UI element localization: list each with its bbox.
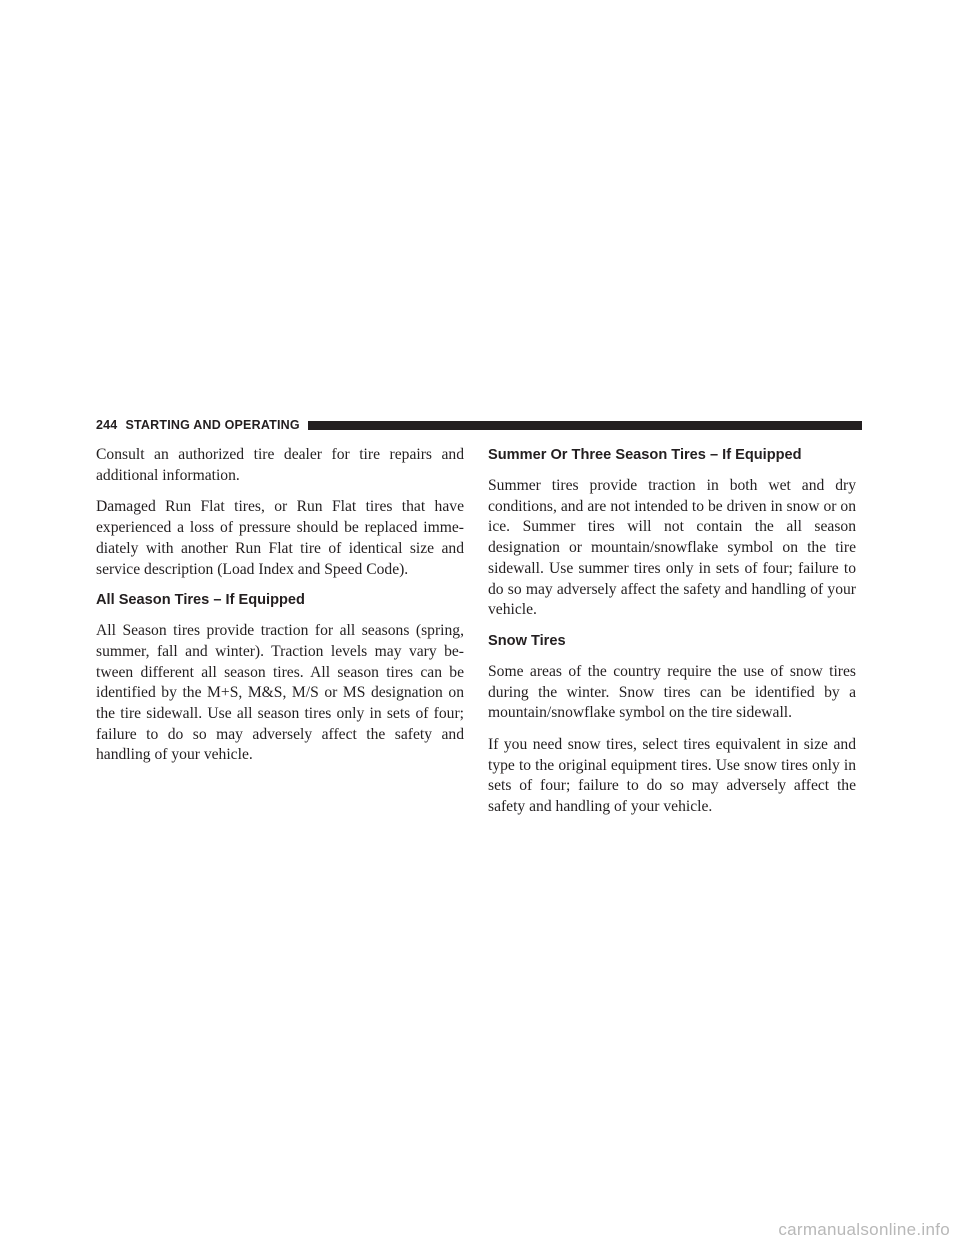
paragraph-damaged-run-flat: Damaged Run Flat tires, or Run Flat tires that have experienced a loss of pressure should be replaced imme- diately with another Run Flat tire of identical size and service description (Load Index and Speed Code). xyxy=(96,498,464,578)
heading-summer-tires: Summer Or Three Season Tires – If Equipped xyxy=(488,447,802,463)
heading-snow-tires: Snow Tires xyxy=(488,632,566,649)
paragraph-snow-tires-select: If you need snow tires, select tires equivalent in size and type to the original equipment tires. Use snow tires only in sets of four; failure to do so may adversely affect the safety and handling of your vehicle. xyxy=(488,736,856,816)
paragraph-all-season-tires: All Season tires provide traction for all seasons (spring, summer, fall and winter). Traction levels may vary be- tween different all season tires. All season tires can be identified by the M+S, M&S, M/S or MS designation on the tire sidewall. Use all season tires only in sets of four; failure to do so may adversely affect the safety and handling of your vehicle. xyxy=(96,622,464,764)
paragraph-consult-dealer: Consult an authorized tire dealer for tire repairs and additional information. xyxy=(96,446,464,484)
watermark-site: carmanualsonline.info xyxy=(778,1220,950,1239)
page-header xyxy=(96,418,862,432)
paragraph-snow-tires-intro: Some areas of the country require the use of snow tires during the winter. Snow tires can be identified by a mountain/snowflake symbol on the tire sidewall. xyxy=(488,662,856,722)
left-column xyxy=(96,445,464,777)
paragraph-summer-tires: Summer tires provide traction in both wet and dry conditions, and are not intended to be driven in snow or on ice. Summer tires will not contain the all season designation or mountain/snowflake symbol on the tire sidewall. Use summer tires only in sets of four; failure to do so may adversely affect the safety and handling of your vehicle. xyxy=(488,477,856,619)
right-column xyxy=(488,445,856,829)
heading-all-season-tires: All Season Tires – If Equipped xyxy=(96,592,305,609)
header-rule-bar xyxy=(308,421,862,430)
section-title: STARTING AND OPERATING xyxy=(125,418,300,432)
page-number: 244 xyxy=(96,418,118,432)
